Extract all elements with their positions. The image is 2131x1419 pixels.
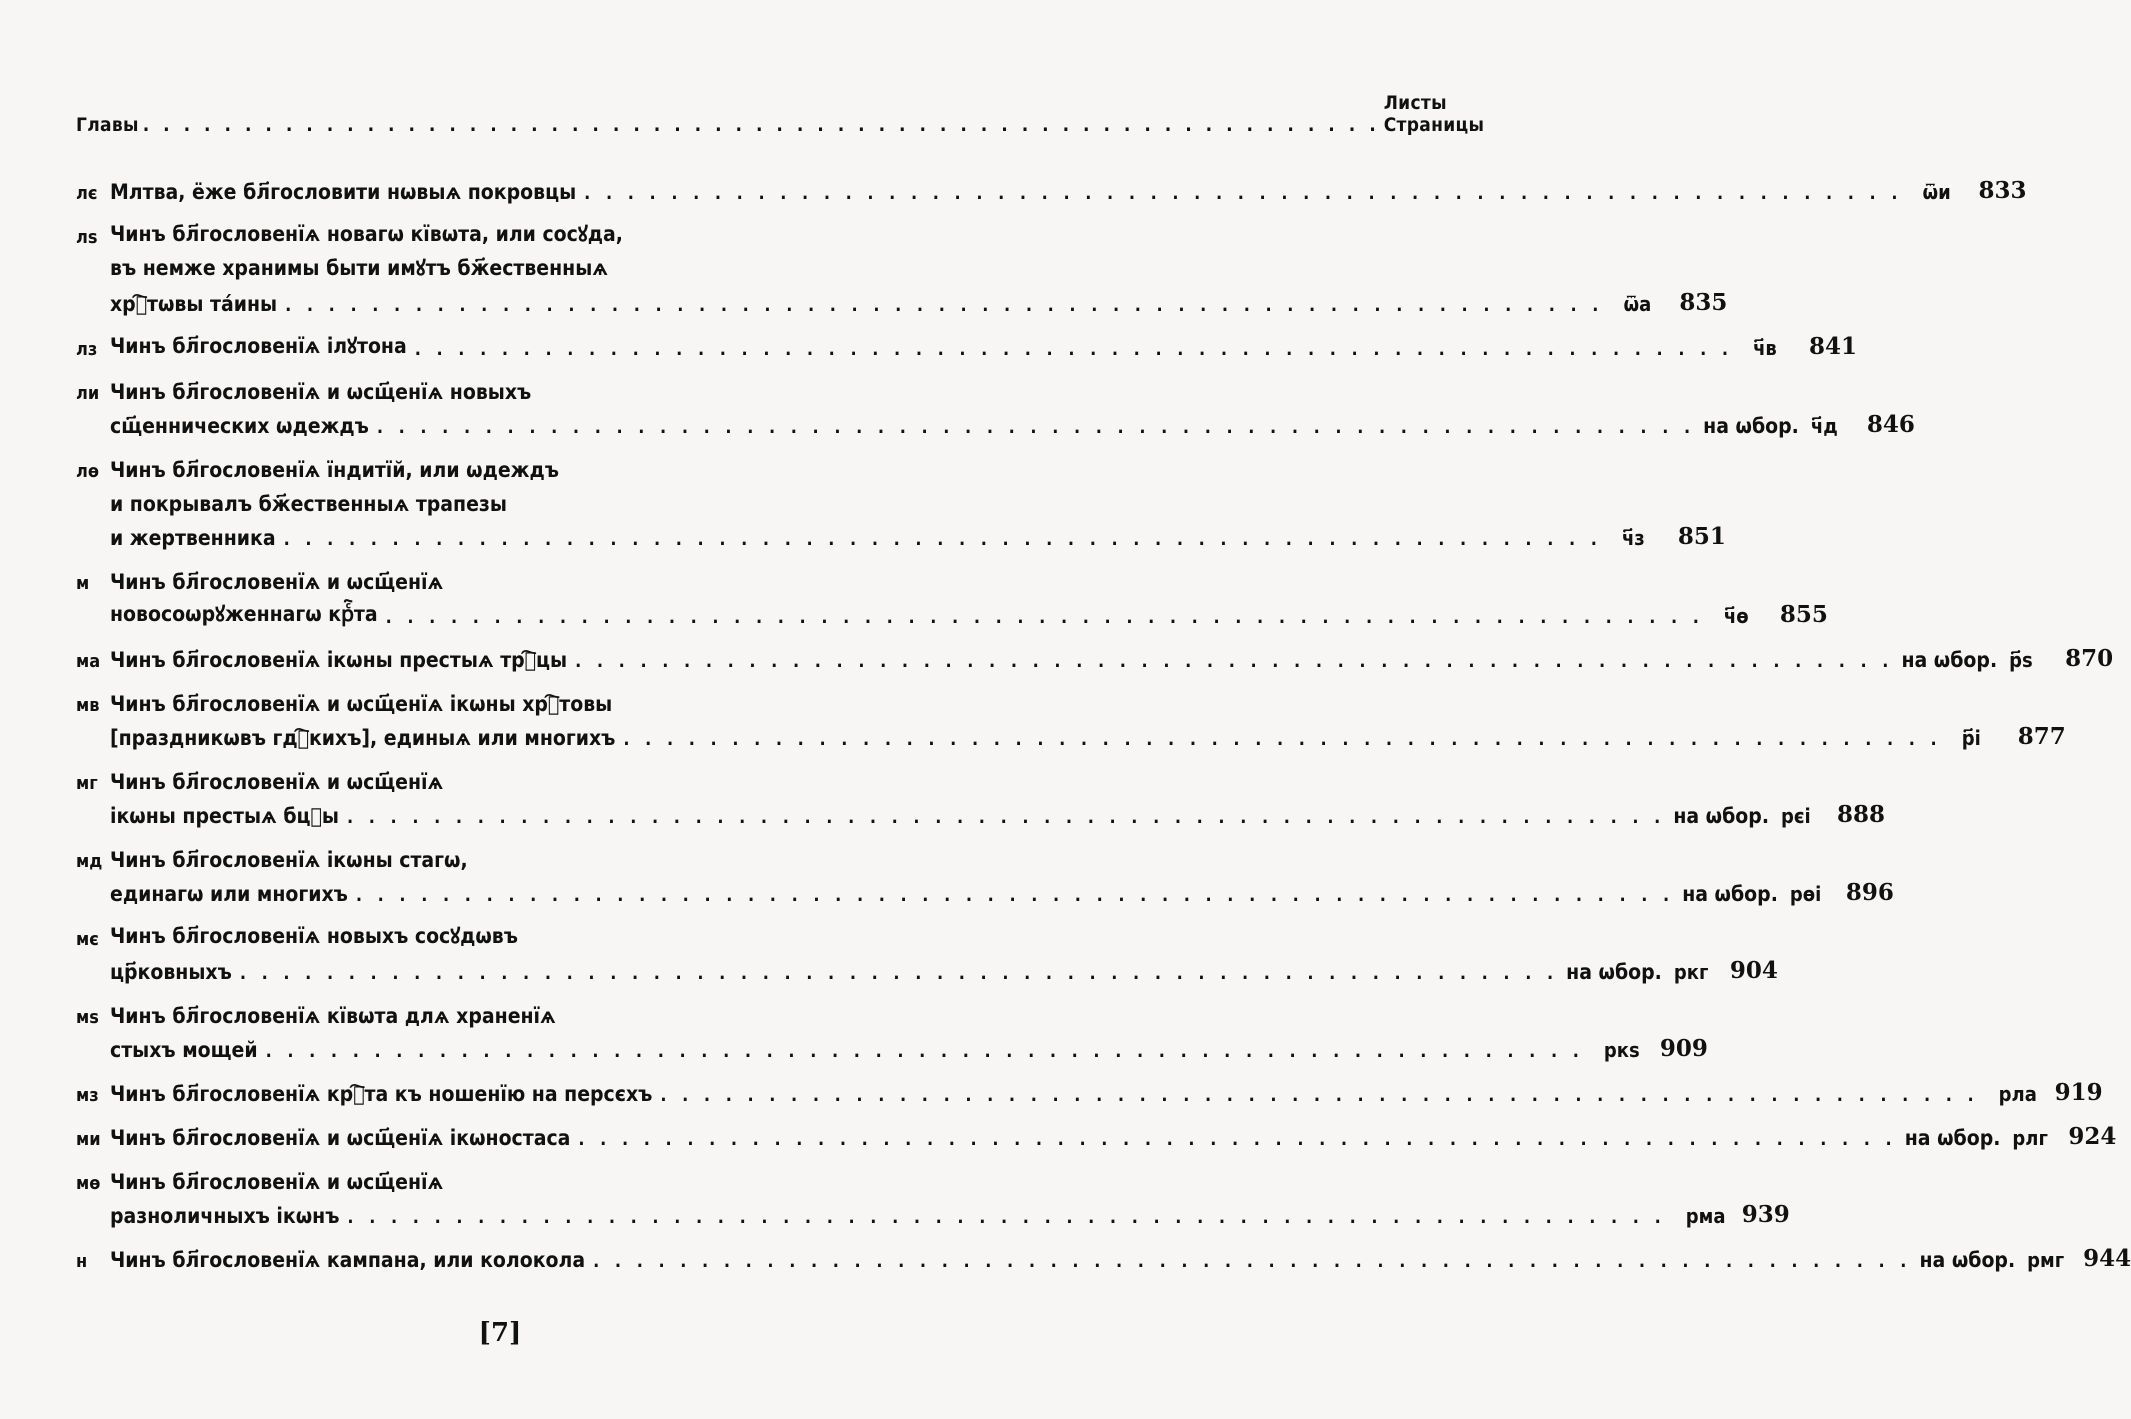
- sheet-number: р҃ѕ: [2009, 648, 2033, 672]
- leader-dots: . . . . . . . . . . . . . . . . . . . . . . . . . . . . . . . . . . . . . . . . . . . . . . . . . . . . . . . . . . . . .: [376, 417, 1696, 438]
- toc-entry: [76, 838, 1894, 906]
- sheet-number: ркѕ: [1603, 1038, 1640, 1062]
- chapter-title: Чинъ бл҃гословенїѧ крⷭ҇та къ ношенїю на персєхъ: [110, 1082, 653, 1106]
- chapter-title: въ немже хранимы быти имꙋтъ бж҃ественныѧ: [110, 256, 609, 280]
- toc-entry-line: [76, 916, 880, 950]
- leader-dots: . . . . . . . . . . . . . . . . . . . . . . . . . . . . . . . . . . . . . . . . . . . . . . . . . . . . . . . . . . . . .: [265, 1041, 1584, 1062]
- leader-dots: . . . . . . . . . . . . . . . . . . . . . . . . . . . . . . . . . . . . . . . . . . . . . . . . . . . . . . . . . . . . .: [142, 114, 1380, 136]
- leader-dots: . . . . . . . . . . . . . . . . . . . . . . . . . . . . . . . . . . . . . . . . . . . . . . . . . . . . . . . . . . . . .: [578, 1129, 1897, 1150]
- page-reference: 904: [1729, 957, 1778, 984]
- chapter-number: мѳ: [76, 1173, 101, 1194]
- sheet-number: ч҃ѳ: [1723, 604, 1749, 628]
- chapter-number: н: [76, 1251, 88, 1272]
- chapter-title: новосоѡрꙋженнагѡ крⷭ҇та: [110, 602, 378, 626]
- chapter-title: Чинъ бл҃гословенїѧ ікѡны престыѧ трⷪ҇цы: [110, 648, 568, 672]
- page-reference: 896: [1845, 879, 1894, 906]
- sheet-number: ч҃з: [1621, 526, 1645, 550]
- toc-entry-line: [76, 838, 880, 872]
- sheet-number: рѳі: [1789, 882, 1822, 906]
- chapter-number: лѳ: [76, 461, 99, 482]
- chapter-title: цр҃ковныхъ: [110, 960, 232, 984]
- leader-dots: . . . . . . . . . . . . . . . . . . . . . . . . . . . . . . . . . . . . . . . . . . . . . . . . . . . . . . . . . . . . .: [283, 529, 1602, 550]
- chapter-title: разноличныхъ ікѡнъ: [110, 1204, 340, 1228]
- chapter-title: Чинъ бл҃гословенїѧ и ѡсщ҃енїѧ новыхъ: [110, 380, 532, 404]
- chapter-title: [праздникѡвъ гдⷭ҇кихъ], единыѧ или многихъ: [110, 726, 616, 750]
- chapter-number: мз: [76, 1085, 99, 1106]
- leader-dots: . . . . . . . . . . . . . . . . . . . . . . . . . . . . . . . . . . . . . . . . . . . . . . . . . . . . . . . . . . . . .: [355, 885, 1675, 906]
- chapter-title: Млтва, ёже бл҃гословити нѡвыѧ покровцы: [110, 180, 577, 204]
- toc-entry: [76, 916, 1778, 984]
- toc-entry: [76, 682, 2066, 750]
- sheet-number: рмг: [2027, 1248, 2065, 1272]
- toc-entry-line: [76, 404, 1915, 438]
- sheet-number: рма: [1685, 1204, 1726, 1228]
- toc-entry: [76, 638, 2114, 672]
- chapter-number: мє: [76, 929, 99, 950]
- toc-entry: [76, 170, 2027, 204]
- toc-entry-line: [76, 448, 880, 482]
- toc-entry-line: [76, 950, 1778, 984]
- header-chapters: Главы: [76, 114, 139, 136]
- toc-entry: [76, 1072, 2103, 1106]
- chapter-title: Чинъ бл҃гословенїѧ кампана, или колокола: [110, 1248, 586, 1272]
- chapter-title: сщ҃еннических ѡдеждъ: [110, 414, 369, 438]
- sheet-number: ч҃д: [1810, 414, 1838, 438]
- page-reference: 846: [1866, 411, 1915, 438]
- chapter-title: и жертвенника: [110, 526, 276, 550]
- toc-entry-line: [76, 1028, 1708, 1062]
- toc-entry-line: [76, 560, 880, 594]
- leader-dots: . . . . . . . . . . . . . . . . . . . . . . . . . . . . . . . . . . . . . . . . . . . . . . . . . . . . . . . . . . . . .: [623, 729, 1942, 750]
- toc-entry: [76, 1116, 2117, 1150]
- chapter-title: Чинъ бл҃гословенїѧ новагѡ кївѡта, или сосꙋда,: [110, 222, 623, 246]
- chapter-number: мд: [76, 851, 103, 872]
- toc-entry: [76, 560, 1828, 628]
- leader-dots: . . . . . . . . . . . . . . . . . . . . . . . . . . . . . . . . . . . . . . . . . . . . . . . . . . . . . . . . . . . . .: [593, 1251, 1912, 1272]
- page-reference: 909: [1659, 1035, 1708, 1062]
- chapter-number: ма: [76, 651, 101, 672]
- chapter-number: лз: [76, 339, 98, 360]
- reverse-side-note: на ѡбор.: [1682, 882, 1778, 906]
- chapter-title: Чинъ бл҃гословенїѧ ікѡны стагѡ,: [110, 848, 468, 872]
- page-reference: 924: [2068, 1123, 2117, 1150]
- toc-entry: [76, 760, 1885, 828]
- chapter-number: м: [76, 573, 90, 594]
- page-reference: 841: [1809, 333, 1858, 360]
- toc-entry-line: [76, 638, 2114, 672]
- toc-entry-line: [76, 682, 880, 716]
- chapter-number: лє: [76, 183, 98, 204]
- toc-entry-line: [76, 370, 880, 404]
- chapter-title: единагѡ или многихъ: [110, 882, 348, 906]
- sheet-number: ч҃в: [1753, 336, 1777, 360]
- chapter-title: хрⷭ҇тѡвы та́ины: [110, 292, 278, 316]
- sheet-number: ркг: [1673, 960, 1709, 984]
- toc-entry-line: [76, 214, 880, 248]
- toc-entry: [76, 1238, 2131, 1272]
- sheet-number: ѿа: [1623, 292, 1652, 316]
- leader-dots: . . . . . . . . . . . . . . . . . . . . . . . . . . . . . . . . . . . . . . . . . . . . . . . . . . . . . . . . . . . . .: [285, 295, 1604, 316]
- sheet-number: рєі: [1781, 804, 1811, 828]
- page-reference: 919: [2054, 1079, 2103, 1106]
- chapter-title: Чинъ бл҃гословенїѧ и ѡсщ҃енїѧ: [110, 1170, 444, 1194]
- toc-entry-line: [76, 760, 880, 794]
- page-reference: 855: [1779, 601, 1828, 628]
- sheet-number: рлг: [2012, 1126, 2048, 1150]
- toc-entry-line: [76, 1116, 2117, 1150]
- toc-entry-line: [76, 794, 1885, 828]
- page-reference: 888: [1836, 801, 1885, 828]
- sheet-number: рла: [1998, 1082, 2037, 1106]
- chapter-title: Чинъ бл҃гословенїѧ їндитїй, или ѡдеждъ: [110, 458, 559, 482]
- toc-entry: [76, 448, 1726, 550]
- reverse-side-note: на ѡбор.: [1919, 1248, 2016, 1272]
- toc-entry: [76, 1160, 1790, 1228]
- chapter-number: лѕ: [76, 227, 98, 248]
- toc-entry-line: [76, 170, 2027, 204]
- page-number: [7]: [478, 1318, 522, 1348]
- chapter-title: Чинъ бл҃гословенїѧ ілꙋтона: [110, 334, 407, 358]
- chapter-number: мв: [76, 695, 100, 716]
- toc-entry-line: [76, 994, 880, 1028]
- leader-dots: . . . . . . . . . . . . . . . . . . . . . . . . . . . . . . . . . . . . . . . . . . . . . . . . . . . . . . . . . . . . .: [414, 339, 1734, 360]
- leader-dots: . . . . . . . . . . . . . . . . . . . . . . . . . . . . . . . . . . . . . . . . . . . . . . . . . . . . . . . . . . . . .: [385, 607, 1704, 628]
- table-of-contents: [76, 170, 2131, 1282]
- toc-entry: [76, 370, 1915, 438]
- chapter-title: Чинъ бл҃гословенїѧ и ѡсщ҃енїѧ ікѡностаса: [110, 1126, 571, 1150]
- chapter-title: ікѡны престыѧ бцⷣы: [110, 804, 339, 828]
- toc-entry: [76, 994, 1708, 1062]
- toc-entry-line: [76, 248, 880, 282]
- leader-dots: . . . . . . . . . . . . . . . . . . . . . . . . . . . . . . . . . . . . . . . . . . . . . . . . . . . . . . . . . . . . .: [346, 807, 1666, 828]
- reverse-side-note: на ѡбор.: [1703, 414, 1799, 438]
- toc-entry-line: [76, 1194, 1790, 1228]
- sheet-number: ѿи: [1922, 180, 1951, 204]
- toc-entry-line: [76, 1072, 2103, 1106]
- page-reference: 870: [2065, 645, 2114, 672]
- toc-entry-line: [76, 516, 1726, 550]
- leader-dots: . . . . . . . . . . . . . . . . . . . . . . . . . . . . . . . . . . . . . . . . . . . . . . . . . . . . . . . . . . . . .: [660, 1085, 1979, 1106]
- page-reference: 851: [1677, 523, 1726, 550]
- toc-entry: [76, 214, 1728, 316]
- page-reference: 835: [1679, 289, 1728, 316]
- leader-dots: . . . . . . . . . . . . . . . . . . . . . . . . . . . . . . . . . . . . . . . . . . . . . . . . . . . . . . . . . . . . .: [584, 183, 1903, 204]
- chapter-title: Чинъ бл҃гословенїѧ и ѡсщ҃енїѧ ікѡны хрⷭ҇товы: [110, 692, 613, 716]
- header-sheets-pages: Листы Страницы: [1383, 92, 1485, 136]
- toc-entry-line: [76, 716, 2066, 750]
- sheet-number: р҃і: [1961, 726, 1981, 750]
- leader-dots: . . . . . . . . . . . . . . . . . . . . . . . . . . . . . . . . . . . . . . . . . . . . . . . . . . . . . . . . . . . . .: [347, 1207, 1666, 1228]
- toc-entry-line: [76, 1238, 2131, 1272]
- reverse-side-note: на ѡбор.: [1673, 804, 1769, 828]
- chapter-number: мг: [76, 773, 98, 794]
- reverse-side-note: на ѡбор.: [1904, 1126, 2001, 1150]
- chapter-title: Чинъ бл҃гословенїѧ и ѡсщ҃енїѧ: [110, 770, 444, 794]
- chapter-number: ли: [76, 383, 100, 404]
- toc-entry: [76, 326, 1858, 360]
- chapter-title: Чинъ бл҃гословенїѧ и ѡсщ҃енїѧ: [110, 570, 444, 594]
- reverse-side-note: на ѡбор.: [1566, 960, 1662, 984]
- chapter-number: мѕ: [76, 1007, 99, 1028]
- toc-entry-line: [76, 326, 1858, 360]
- toc-entry-line: [76, 594, 1828, 628]
- toc-entry-line: [76, 482, 880, 516]
- chapter-number: ми: [76, 1129, 101, 1150]
- chapter-title: и покрывалъ бж҃ественныѧ трапезы: [110, 492, 507, 516]
- page-reference: 877: [2017, 723, 2066, 750]
- reverse-side-note: на ѡбор.: [1901, 648, 1998, 672]
- toc-entry-line: [76, 1160, 880, 1194]
- chapter-title: Чинъ бл҃гословенїѧ кївѡта длѧ храненїѧ: [110, 1004, 556, 1028]
- page-reference: 939: [1741, 1201, 1790, 1228]
- leader-dots: . . . . . . . . . . . . . . . . . . . . . . . . . . . . . . . . . . . . . . . . . . . . . . . . . . . . . . . . . . . . .: [239, 963, 1559, 984]
- page-reference: 944: [2083, 1245, 2131, 1272]
- page-reference: 833: [1978, 177, 2027, 204]
- chapter-title: стыхъ мощей: [110, 1038, 258, 1062]
- chapter-title: Чинъ бл҃гословенїѧ новыхъ сосꙋдѡвъ: [110, 924, 518, 948]
- leader-dots: . . . . . . . . . . . . . . . . . . . . . . . . . . . . . . . . . . . . . . . . . . . . . . . . . . . . . . . . . . . . .: [575, 651, 1894, 672]
- toc-entry-line: [76, 872, 1894, 906]
- toc-header: [76, 92, 1485, 136]
- toc-entry-line: [76, 282, 1728, 316]
